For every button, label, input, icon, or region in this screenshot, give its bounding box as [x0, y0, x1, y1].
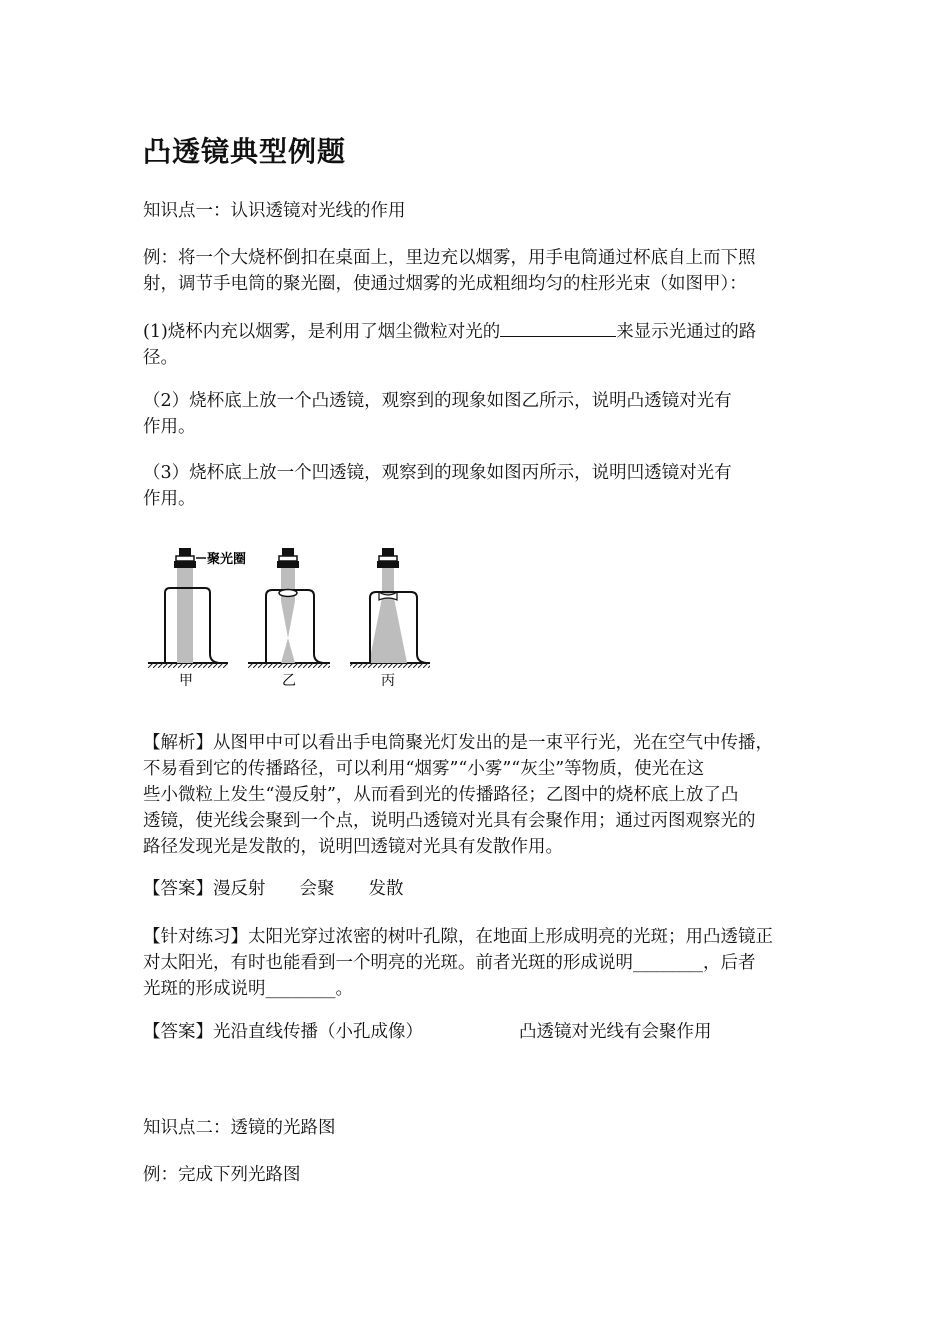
answer-1 [143, 876, 813, 902]
answer-2-a2: 凸透镜对光线有会聚作用 [519, 1022, 712, 1042]
figure-label-jia: 甲 [179, 673, 193, 688]
question-1-line2: 径。 [143, 348, 178, 368]
question-2-line1: （2）烧杯底上放一个凸透镜，观察到的现象如图乙所示，说明凸透镜对光有 [143, 391, 732, 411]
analysis [143, 730, 813, 860]
beaker-diagram [143, 538, 433, 688]
practice [143, 924, 813, 1002]
analysis-line5: 路径发现光是发散的，说明凹透镜对光具有发散作用。 [143, 837, 563, 857]
practice-line3-suffix: 。 [335, 979, 353, 999]
answer-1-a1: 漫反射 [213, 879, 266, 899]
convex-lens [279, 590, 297, 597]
practice-blank-2: ________ [265, 979, 336, 999]
figure-label-yi: 乙 [282, 673, 296, 688]
practice-line2-suffix: ，后者 [703, 953, 756, 973]
question-2-line2: 作用。 [143, 417, 196, 437]
figure-label-bing: 丙 [381, 673, 395, 688]
example-2: 例：完成下列光路图 [143, 1165, 301, 1185]
practice-line2-prefix: 对太阳光，有时也能看到一个明亮的光斑。前者光斑的形成说明 [143, 953, 633, 973]
flashlight-icon [377, 548, 399, 568]
page-title: 凸透镜典型例题 [143, 135, 347, 168]
analysis-line3: 些小微粒上发生“漫反射”，从而看到光的传播路径；乙图中的烧杯底上放了凸 [143, 785, 739, 805]
practice-line3-prefix: 光斑的形成说明 [143, 979, 266, 999]
flashlight-icon [174, 548, 196, 568]
ground [148, 663, 430, 668]
question-3-line2: 作用。 [143, 489, 196, 509]
answer-tag: 【答案】 [143, 879, 213, 899]
analysis-line4: 透镜，使光线会聚到一个点，说明凸透镜对光具有会聚作用；通过丙图观察光的 [143, 811, 756, 831]
beaker-bing [369, 548, 426, 663]
question-1-suffix: 来显示光通过的路 [616, 322, 757, 342]
answer-1-a2: 会聚 [299, 879, 335, 899]
beaker-yi [266, 548, 323, 663]
answer-2-a1: 光沿直线传播（小孔成像） [213, 1022, 423, 1042]
beaker-jia [165, 548, 246, 663]
example-1-line2: 射，调节手电筒的聚光圈，使通过烟雾的光成粗细均匀的柱形光束（如图甲）： [143, 274, 747, 294]
answer-1-a3: 发散 [368, 879, 404, 899]
analysis-line1: 【解析】从图甲中可以看出手电筒聚光灯发出的是一束平行光，光在空气中传播， [143, 733, 773, 753]
question-1-prefix: (1)烧杯内充以烟雾，是利用了烟尘微粒对光的 [143, 322, 501, 342]
example-1-line1: 例：将一个大烧杯倒扣在桌面上，里边充以烟雾，用手电筒通过杯底自上而下照 [143, 248, 756, 268]
question-2 [143, 388, 813, 440]
question-3 [143, 460, 813, 512]
knowledge-point-2: 知识点二：透镜的光路图 [143, 1118, 336, 1138]
practice-blank-1: ________ [633, 953, 703, 973]
practice-line1: 【针对练习】太阳光穿过浓密的树叶孔隙，在地面上形成明亮的光斑；用凸透镜正 [143, 927, 773, 947]
answer-blank [500, 318, 616, 337]
example-1 [143, 245, 813, 297]
question-1 [143, 318, 813, 371]
question-3-line1: （3）烧杯底上放一个凹透镜，观察到的现象如图丙所示，说明凹透镜对光有 [143, 463, 732, 483]
knowledge-point-1: 知识点一：认识透镜对光线的作用 [143, 201, 406, 221]
answer-2 [143, 1019, 813, 1045]
ring-label: 聚光圈 [207, 552, 247, 567]
flashlight-icon [277, 548, 299, 568]
answer-tag: 【答案】 [143, 1022, 213, 1042]
analysis-line2: 不易看到它的传播路径，可以利用“烟雾”“小雾”“灰尘”等物质，使光在这 [143, 759, 705, 779]
